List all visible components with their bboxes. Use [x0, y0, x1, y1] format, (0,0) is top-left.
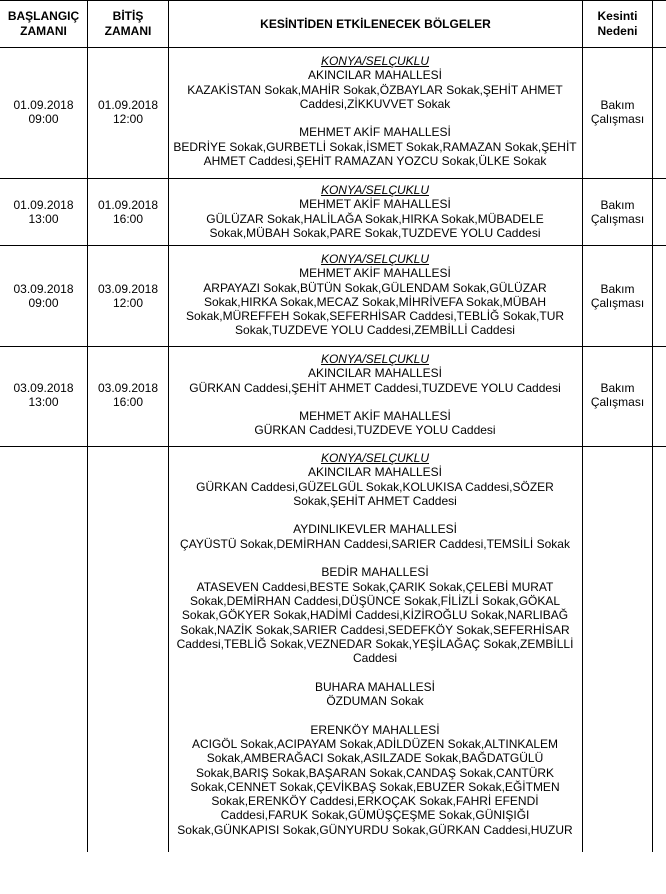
street-list: ACIGÖL Sokak,ACIPAYAM Sokak,ADİLDÜZEN Sokak,ALTINKALEM	[191, 736, 559, 751]
street-list: Caddesi,ZİKKUVVET Sokak	[299, 96, 451, 111]
row-end-time: 01.09.2018 16:00	[97, 198, 159, 227]
street-list: Sokak,MÜREFFEH Sokak,SEFERHİSAR Caddesi,TEBLİĞ Sokak,TUR	[185, 309, 565, 324]
neighborhood-name: BUHARA MAHALLESİ	[314, 679, 436, 694]
street-list: Sokak,BARIŞ Sokak,BAŞARAN Sokak,CANDAŞ Sokak,CANTÜRK	[195, 765, 555, 780]
table-border	[0, 0, 666, 1]
row-regions	[168, 183, 582, 240]
street-list: GÜRKAN Caddesi,TUZDEVE YOLU Caddesi	[254, 423, 496, 438]
street-list: GÜLÜZAR Sokak,HALİLAĞA Sokak,HIRKA Sokak,MÜBADELE	[206, 211, 544, 226]
row-end-time: 01.09.2018 12:00	[97, 98, 159, 127]
neighborhood-name: AKINCILAR MAHALLESİ	[307, 366, 443, 381]
row-reason: Bakım Çalışması	[590, 282, 645, 311]
street-list: Caddesi,FARUK Sokak,GÜMÜŞÇEŞME Sokak,GÜNIŞIĞI	[220, 808, 530, 823]
street-list: Caddesi	[352, 651, 398, 666]
street-list: Sokak,ERENKÖY Caddesi,ERKOÇAK Sokak,FAHRİ EFENDİ	[211, 794, 539, 809]
street-list: Sokak,MÜBAH Sokak,PARE Sokak,TUZDEVE YOLU Caddesi	[209, 225, 541, 240]
header-start-time: BAŞLANGIÇ ZAMANI	[7, 9, 80, 38]
table-border	[0, 47, 666, 48]
row-end-time: 03.09.2018 16:00	[97, 381, 159, 410]
province-label: KONYA/SELÇUKLU	[320, 451, 430, 465]
street-list: BEDRİYE Sokak,GURBETLİ Sokak,İSMET Sokak,RAMAZAN Sokak,ŞEHİT	[173, 139, 577, 154]
street-list: AHMET Caddesi,ŞEHİT RAMAZAN YOZCU Sokak,ÜLKE Sokak	[203, 154, 547, 169]
table-border	[652, 0, 653, 852]
street-list: Sokak,AMBERAĞACI Sokak,ASILZADE Sokak,BAĞDATGÜLÜ	[206, 751, 544, 766]
province-label: KONYA/SELÇUKLU	[320, 252, 430, 266]
street-list: Caddesi,TEBLİĞ Sokak,VEZNEDAR Sokak,YEŞİLAĞAÇ Sokak,ZEMBİLLİ	[176, 636, 574, 651]
neighborhood-name: MEHMET AKİF MAHALLESİ	[299, 125, 451, 140]
street-list: GÜRKAN Caddesi,ŞEHİT AHMET Caddesi,TUZDEVE YOLU Caddesi	[189, 380, 561, 395]
row-start-time: 03.09.2018 13:00	[13, 381, 74, 410]
province-label: KONYA/SELÇUKLU	[320, 54, 430, 68]
street-list: Sokak,ŞEHİT AHMET Caddesi	[293, 493, 457, 508]
row-reason: Bakım Çalışması	[590, 98, 645, 127]
table-border	[0, 245, 666, 246]
row-start-time: 03.09.2018 09:00	[13, 282, 74, 311]
street-list: Sokak,DEMİRHAN Caddesi,DÜŞÜNCE Sokak,FİLİZLİ Sokak,GÖKAL	[189, 593, 561, 608]
street-list: Sokak,TUZDEVE YOLU Caddesi,ZEMBİLLİ Caddesi	[235, 323, 515, 338]
neighborhood-name: AYDINLIKEVLER MAHALLESİ	[293, 522, 457, 537]
neighborhood-name: BEDİR MAHALLESİ	[321, 565, 429, 580]
row-reason: Bakım Çalışması	[590, 198, 645, 227]
table-border	[582, 0, 583, 852]
neighborhood-name: ERENKÖY MAHALLESİ	[310, 722, 440, 737]
neighborhood-name: AKINCILAR MAHALLESİ	[307, 465, 443, 480]
row-end-time: 03.09.2018 12:00	[97, 282, 159, 311]
street-list: Sokak,GÜNKAPISI Sokak,GÜNYURDU Sokak,GÜRKAN Caddesi,HUZUR	[177, 822, 573, 837]
neighborhood-name: AKINCILAR MAHALLESİ	[307, 68, 443, 83]
neighborhood-name: MEHMET AKİF MAHALLESİ	[299, 197, 451, 212]
row-regions	[168, 54, 582, 168]
street-list: ARPAYAZI Sokak,BÜTÜN Sokak,GÜLENDAM Sokak,GÜLÜZAR	[203, 280, 547, 295]
street-list: ÖZDUMAN Sokak	[326, 694, 424, 709]
row-start-time: 01.09.2018 09:00	[13, 98, 74, 127]
street-list: Sokak,GÖKYER Sokak,HADİMİ Caddesi,KİZİROĞLU Sokak,NARLIBAĞ	[181, 608, 569, 623]
header-end-time: BİTİŞ ZAMANI	[104, 9, 152, 38]
province-label: KONYA/SELÇUKLU	[320, 183, 430, 197]
table-border	[87, 0, 88, 852]
row-start-time: 01.09.2018 13:00	[13, 198, 74, 227]
header-reason: Kesinti Nedeni	[597, 9, 638, 38]
table-border	[0, 346, 666, 347]
row-regions	[168, 352, 582, 438]
header-regions: KESİNTİDEN ETKİLENECEK BÖLGELER	[260, 17, 491, 31]
table-border	[0, 446, 666, 447]
street-list: KAZAKİSTAN Sokak,MAHİR Sokak,ÖZBAYLAR Sokak,ŞEHİT AHMET	[187, 82, 563, 97]
street-list: GÜRKAN Caddesi,GÜZELGÜL Sokak,KOLUKISA Caddesi,SÖZER	[196, 479, 554, 494]
row-reason: Bakım Çalışması	[590, 381, 645, 410]
row-regions	[168, 252, 582, 338]
street-list: ATASEVEN Caddesi,BESTE Sokak,ÇARIK Sokak,ÇELEBİ MURAT	[196, 579, 554, 594]
province-label: KONYA/SELÇUKLU	[320, 352, 430, 366]
street-list: ÇAYÜSTÜ Sokak,DEMİRHAN Caddesi,SARIER Caddesi,TEMSİLİ Sokak	[180, 536, 570, 551]
neighborhood-name: MEHMET AKİF MAHALLESİ	[299, 266, 451, 281]
table-border	[0, 178, 666, 179]
street-list: Sokak,NAZİK Sokak,SARIER Caddesi,SEDEFKÖY Sokak,SEFERHİSAR	[180, 622, 570, 637]
street-list: Sokak,CENNET Sokak,ÇEVİKBAŞ Sokak,EBUZER Sokak,EĞİTMEN	[190, 779, 560, 794]
street-list: Sokak,HIRKA Sokak,MECAZ Sokak,MİHRİVEFA Sokak,MÜBAH	[203, 294, 547, 309]
neighborhood-name: MEHMET AKİF MAHALLESİ	[299, 409, 451, 424]
row-regions	[168, 451, 582, 837]
